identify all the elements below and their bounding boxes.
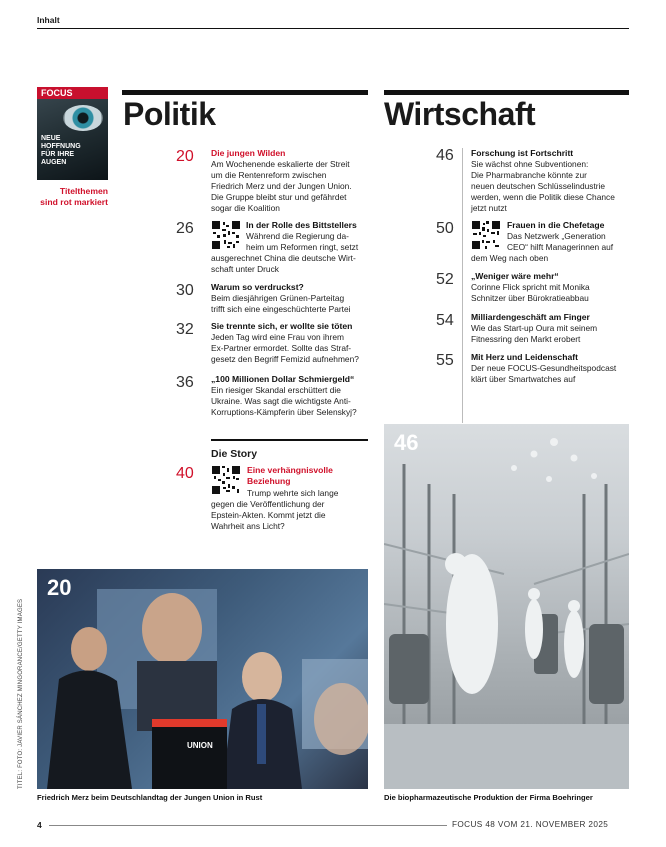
cover-legend (37, 186, 108, 208)
cover-line: NEUE (41, 135, 61, 142)
story-rule (211, 439, 368, 441)
screen-text: UNION (187, 741, 213, 750)
article-title[interactable]: In der Rolle des Bittstellers (246, 220, 357, 230)
page-number[interactable]: 52 (436, 271, 454, 288)
article-line: werden, wenn die Politik diese Chance (471, 192, 615, 202)
article-title[interactable]: Forschung ist Fortschritt (471, 148, 574, 158)
photo-credit: TITEL: FOTO: JAVIER SÁNCHEZ MINGORANCE/GETTY IMAGES (18, 598, 24, 789)
article-line: Das Netzwerk „Generation (507, 231, 606, 241)
page-number[interactable]: 46 (436, 147, 454, 164)
article-line: Der neue FOCUS-Gesundheitspodcast (471, 363, 617, 373)
article-line: Sie wächst ohne Subventionen: (471, 159, 589, 169)
article-title[interactable]: Frauen in die Chefetage (507, 220, 605, 230)
qr-code-icon[interactable] (471, 220, 501, 250)
page-number-footer: 4 (37, 820, 42, 830)
article-line: Beim diesjährigen Grünen-Parteitag (211, 293, 345, 303)
article-line: klärt über Smartwatches auf (471, 374, 576, 384)
photo-friedrich-merz[interactable] (37, 569, 368, 789)
article-line: Epstein-Akten. Kommt jetzt die (211, 510, 326, 520)
article-title[interactable]: Mit Herz und Leidenschaft (471, 352, 578, 362)
page-number[interactable]: 55 (436, 352, 454, 369)
article-line: um die Rentenreform zwischen (211, 170, 327, 180)
story-label: Die Story (211, 448, 258, 460)
article-line: neuen deutschen Schlüsselindustrie (471, 181, 606, 191)
article-line: gesetz den Begriff Femizid aufnehmen? (211, 354, 359, 364)
header-rule (37, 28, 629, 29)
article-line: Wahrheit ans Licht? (211, 521, 285, 531)
article-line: sogar die Koalition (211, 203, 280, 213)
cover-line: HOFFNUNG (41, 143, 81, 150)
article-title[interactable]: Sie trennte sich, er wollte sie töten (211, 321, 353, 331)
article-title[interactable]: Warum so verdruckst? (211, 282, 304, 292)
column-divider (462, 148, 463, 423)
footer-rule (49, 825, 447, 826)
article-title[interactable]: Milliardengeschäft am Finger (471, 312, 590, 322)
wirtschaft-title: Wirtschaft (384, 96, 536, 132)
article-line: heim um Reformen ringt, setzt (246, 242, 359, 252)
page-number[interactable]: 50 (436, 220, 454, 237)
cover-line: AUGEN (41, 159, 67, 166)
legend-line: sind rot markiert (40, 197, 108, 207)
cover-thumbnail[interactable] (37, 87, 108, 180)
page-number[interactable]: 32 (176, 321, 194, 338)
article-line: Während die Regierung da- (246, 231, 349, 241)
page-number[interactable]: 54 (436, 312, 454, 329)
article-line: Am Wochenende eskalierte der Streit (211, 159, 350, 169)
article-line: Ein riesiger Skandal erschüttert die (211, 385, 341, 395)
article-line: dem Weg nach oben (471, 253, 549, 263)
qr-code-icon[interactable] (211, 220, 241, 250)
page-number[interactable]: 20 (176, 148, 194, 165)
article-line: Ex-Partner ermordet. Sollte das Straf- (211, 343, 352, 353)
article-line: Wie das Start-up Oura mit seinem (471, 323, 598, 333)
article-line: Trump wehrte sich lange (247, 488, 339, 498)
photo-pharma-production[interactable] (384, 424, 629, 789)
cover-brand: FOCUS (41, 88, 73, 98)
section-label: Inhalt (37, 15, 60, 25)
article-line: trifft sich eine eingeschüchterte Partei (211, 304, 351, 314)
story-title-line[interactable]: Eine verhängnisvolle (247, 465, 333, 475)
politik-title: Politik (123, 96, 216, 132)
article-line: Schnitzer über Bürokratieabbau (471, 293, 589, 303)
article-title[interactable]: „Weniger wäre mehr“ (471, 271, 559, 281)
page-number[interactable]: 40 (176, 465, 194, 482)
eye-graphic (63, 105, 103, 131)
article-line: ausgerechnet China die deutsche Wirt- (211, 253, 356, 263)
legend-line: Titelthemen (59, 186, 108, 196)
photo-caption: Die biopharmazeutische Produktion der Firma Boehringer (384, 793, 593, 802)
article-line: jetzt nutzt (471, 203, 507, 213)
photo-caption: Friedrich Merz beim Deutschlandtag der Jungen Union in Rust (37, 793, 263, 802)
photo-page-badge: 20 (47, 575, 72, 600)
article-line: schaft unter Druck (211, 264, 279, 274)
article-line: Die Gruppe bleibt stur und gefährdet (211, 192, 347, 202)
article-line: Ukraine. Was sagt die wichtigste Anti- (211, 396, 351, 406)
page-number[interactable]: 26 (176, 220, 194, 237)
article-line: gegen die Veröffentlichung der (211, 499, 325, 509)
article-line: Corinne Flick spricht mit Monika (471, 282, 590, 292)
article-line: CEO“ hilft Managerinnen auf (507, 242, 614, 252)
page-number[interactable]: 30 (176, 282, 194, 299)
wirtschaft-rule (384, 90, 629, 95)
article-line: Korruptions-Kämpferin über Selenskyj? (211, 407, 357, 417)
photo-page-badge: 46 (394, 430, 419, 455)
article-line: Fitnessring den Markt erobert (471, 334, 581, 344)
cover-line: FÜR IHRE (41, 151, 75, 158)
article-title[interactable]: Die jungen Wilden (211, 148, 286, 158)
article-line: Die Pharmabranche könnte zur (471, 170, 587, 180)
story-title-line[interactable]: Beziehung (247, 476, 291, 486)
article-line: Jeden Tag wird eine Frau von ihrem (211, 332, 344, 342)
article-line: Friedrich Merz und der Jungen Union. (211, 181, 352, 191)
issue-line: FOCUS 48 VOM 21. NOVEMBER 2025 (452, 820, 609, 829)
article-title[interactable]: „100 Millionen Dollar Schmiergeld“ (211, 374, 355, 384)
politik-rule (122, 90, 368, 95)
qr-code-icon[interactable] (211, 465, 241, 495)
page-number[interactable]: 36 (176, 374, 194, 391)
